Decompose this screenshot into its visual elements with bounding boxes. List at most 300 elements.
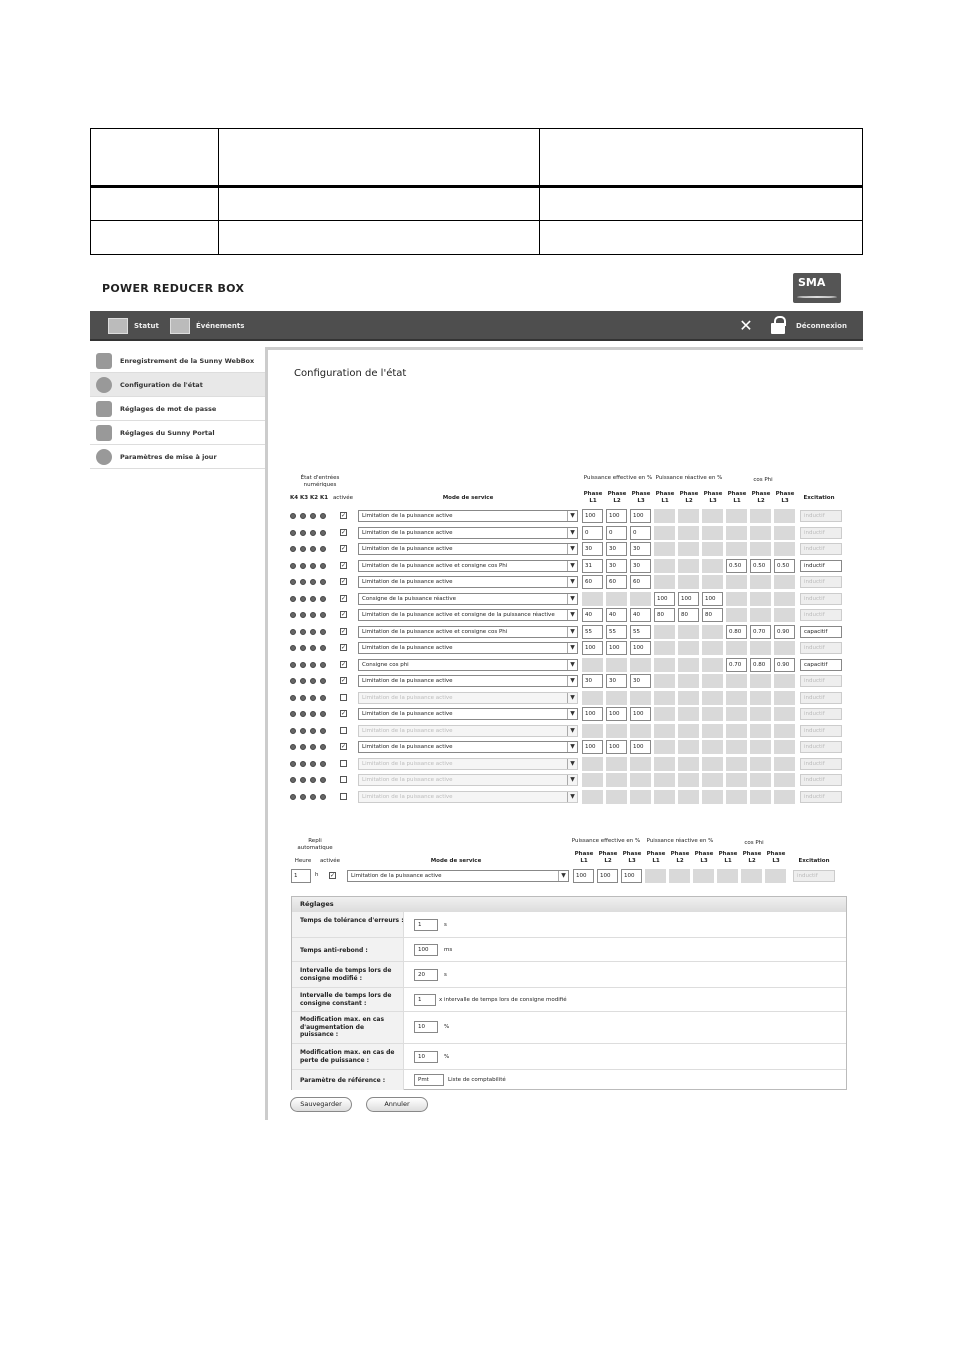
ref-unit: Liste de comptabilité [448, 1077, 506, 1083]
chevron-down-icon: ▼ [567, 577, 577, 587]
sidebar-item-update[interactable] [90, 445, 267, 469]
mode-select[interactable] [358, 609, 578, 621]
mode-select[interactable] [358, 741, 578, 753]
phase-label: Phase [646, 851, 666, 857]
cp-cell [726, 674, 747, 688]
mode-select[interactable] [358, 560, 578, 572]
table-row [288, 574, 848, 591]
phase-line-label: L3 [637, 497, 645, 504]
cp-cell[interactable]: 0.50 [774, 559, 795, 573]
mode-select[interactable] [358, 675, 578, 687]
cp-cell [750, 790, 771, 804]
cp-cell[interactable]: 0.80 [750, 658, 771, 672]
max-decrease-input[interactable]: 10 [414, 1051, 438, 1063]
ap-cell[interactable]: 100 [606, 740, 627, 754]
phase-label: Phase [703, 491, 723, 497]
rp-cell [702, 773, 723, 787]
fallback-ap-l2[interactable]: 100 [597, 869, 618, 883]
chevron-down-icon: ▼ [567, 726, 577, 736]
mode-select[interactable] [358, 527, 578, 539]
sidebar-item-password[interactable] [90, 397, 267, 421]
phase-label: Phase [622, 851, 642, 857]
mode-select[interactable] [358, 626, 578, 638]
input-led-icon [290, 662, 296, 668]
fallback-ap-l1[interactable]: 100 [573, 869, 594, 883]
rp-cell [678, 691, 699, 705]
chevron-down-icon: ▼ [567, 528, 577, 538]
excitation-select[interactable]: inductif [800, 692, 842, 704]
ap-cell [606, 724, 627, 738]
rp-cell [678, 790, 699, 804]
phase-col-header [701, 491, 725, 504]
fallback-rp-l1 [645, 869, 666, 883]
ap-cell[interactable]: 31 [582, 559, 603, 573]
interval-const-unit: x intervalle de temps lors de consigne modifié [439, 997, 567, 1003]
fallback-phase-col-header [596, 851, 620, 864]
cp-cell[interactable]: 0.90 [774, 658, 795, 672]
input-led-icon [320, 761, 326, 767]
phase-label: Phase [727, 491, 747, 497]
input-led-icon [290, 612, 296, 618]
row-active-checkbox[interactable] [340, 694, 347, 701]
phase-col-header [725, 491, 749, 504]
table-row [288, 706, 848, 723]
ap-cell[interactable]: 0 [606, 526, 627, 540]
sma-logo: SMA [793, 273, 841, 303]
rp-cell[interactable]: 80 [702, 608, 723, 622]
interval-const-select[interactable]: 1 [414, 994, 436, 1006]
input-led-icon [320, 744, 326, 750]
mode-select[interactable] [358, 692, 578, 704]
rp-cell [702, 509, 723, 523]
cp-cell [726, 509, 747, 523]
ap-cell[interactable]: 100 [606, 509, 627, 523]
cp-cell[interactable]: 0.70 [726, 658, 747, 672]
ap-cell[interactable]: 55 [582, 625, 603, 639]
row-active-checkbox[interactable] [340, 793, 347, 800]
mode-value: Consigne de la puissance réactive [362, 595, 456, 602]
excitation-select[interactable]: inductif [800, 576, 842, 588]
ap-cell [606, 592, 627, 606]
fallback-ap-l3[interactable]: 100 [621, 869, 642, 883]
lock-icon[interactable] [771, 316, 785, 334]
document-table-header [91, 129, 863, 187]
mode-value: Limitation de la puissance active [362, 579, 453, 585]
table-row [288, 673, 848, 690]
tolerance-input[interactable]: 1 [414, 919, 438, 931]
cp-cell[interactable]: 0.80 [726, 625, 747, 639]
active-power-header: Puissance effective en % [583, 475, 653, 481]
rp-cell[interactable]: 100 [678, 592, 699, 606]
input-led-icon [300, 662, 306, 668]
cp-cell [774, 509, 795, 523]
rp-cell [654, 757, 675, 771]
phase-label: Phase [655, 491, 675, 497]
cp-cell [750, 757, 771, 771]
phase-line-label: L1 [580, 857, 588, 864]
table-row [288, 591, 848, 608]
ap-cell[interactable]: 100 [582, 509, 603, 523]
fallback-rp-l3 [693, 869, 714, 883]
sidebar-item-webbox[interactable] [90, 349, 267, 373]
excitation-select[interactable]: inductif [800, 593, 842, 605]
excitation-select[interactable]: inductif [800, 725, 842, 737]
input-led-icon [290, 678, 296, 684]
input-led-icon [310, 761, 316, 767]
fallback-header: Repli automatique [297, 838, 333, 851]
rp-cell [702, 724, 723, 738]
hour-input[interactable]: 1 [291, 869, 311, 883]
excitation-select[interactable]: capacitif [800, 626, 842, 638]
interval-mod-input[interactable]: 20 [414, 969, 438, 981]
cp-cell [774, 724, 795, 738]
phase-label: Phase [583, 491, 603, 497]
cp-cell [726, 542, 747, 556]
nav-status-label: Statut [134, 322, 159, 330]
cp-cell [726, 608, 747, 622]
rp-cell[interactable]: 100 [654, 592, 675, 606]
ap-cell[interactable]: 30 [606, 674, 627, 688]
mode-select[interactable] [358, 725, 578, 737]
input-led-icon [300, 563, 306, 569]
rp-cell[interactable]: 80 [678, 608, 699, 622]
ap-cell[interactable]: 30 [582, 542, 603, 556]
chevron-down-icon: ▼ [567, 759, 577, 769]
ap-cell [606, 691, 627, 705]
phase-line-label: L3 [700, 857, 708, 864]
input-led-icon [290, 695, 296, 701]
ap-cell[interactable]: 100 [582, 740, 603, 754]
ap-cell[interactable]: 55 [606, 625, 627, 639]
mode-select[interactable] [358, 774, 578, 786]
active-header: activée [332, 495, 354, 501]
mode-value: Limitation de la puissance active [362, 513, 453, 519]
input-led-icon [300, 513, 306, 519]
phase-line-label: L2 [748, 857, 756, 864]
cp-cell [774, 691, 795, 705]
setting-interval-modified [292, 961, 846, 987]
input-led-icon [310, 513, 316, 519]
table-row [288, 789, 848, 806]
chevron-down-icon: ▼ [567, 643, 577, 653]
nav-events[interactable] [170, 317, 244, 335]
fallback-table [291, 838, 851, 888]
rp-cell [678, 526, 699, 540]
fallback-mode-select[interactable] [347, 870, 569, 882]
setting-debounce [292, 937, 846, 961]
row-active-checkbox[interactable]: ✓ [341, 710, 347, 717]
max-increase-input[interactable]: 10 [414, 1021, 438, 1033]
row-active-checkbox[interactable]: ✓ [341, 677, 347, 684]
input-led-icon [300, 728, 306, 734]
fallback-phase-col-header [572, 851, 596, 864]
excitation-select[interactable]: inductif [800, 758, 842, 770]
excitation-select[interactable]: inductif [800, 527, 842, 539]
input-led-icon [310, 678, 316, 684]
fallback-checkbox[interactable]: ✓ [330, 872, 336, 879]
sidebar-item-label: Réglages de mot de passe [120, 404, 217, 413]
input-led-icon [290, 579, 296, 585]
excitation-select[interactable]: capacitif [800, 659, 842, 671]
input-led-icon [290, 794, 296, 800]
ap-cell[interactable]: 100 [630, 740, 651, 754]
chevron-down-icon: ▼ [567, 742, 577, 752]
excitation-select[interactable]: inductif [800, 543, 842, 555]
input-led-icon [300, 695, 306, 701]
row-active-checkbox[interactable]: ✓ [341, 644, 347, 651]
tools-icon[interactable]: ✕ [739, 316, 753, 335]
logout-link[interactable]: Déconnexion [796, 322, 847, 330]
ap-cell[interactable]: 30 [606, 542, 627, 556]
ap-cell[interactable]: 100 [630, 641, 651, 655]
chevron-down-icon: ▼ [567, 544, 577, 554]
ap-cell[interactable]: 100 [606, 641, 627, 655]
fallback-phase-col-header [740, 851, 764, 864]
fallback-active-power-header: Puissance effective en % [571, 838, 641, 844]
chevron-down-icon: ▼ [567, 627, 577, 637]
excitation-select[interactable]: inductif [800, 774, 842, 786]
fallback-rp-l2 [669, 869, 690, 883]
row-active-checkbox[interactable]: ✓ [341, 561, 347, 569]
row-active-checkbox[interactable]: ✓ [341, 545, 347, 552]
cp-cell [750, 773, 771, 787]
input-led-icon [290, 761, 296, 767]
cp-cell [726, 526, 747, 540]
excitation-select[interactable]: inductif [800, 708, 842, 720]
rp-cell [702, 526, 723, 540]
sidebar-item-portal[interactable] [90, 421, 267, 445]
input-led-icon [320, 662, 326, 668]
cp-cell [750, 724, 771, 738]
excitation-select[interactable]: inductif [800, 510, 842, 522]
fallback-phase-col-header [716, 851, 740, 864]
ap-cell[interactable]: 40 [606, 608, 627, 622]
table-row [288, 607, 848, 624]
debounce-label: Temps anti-rebond : [300, 947, 368, 954]
rp-cell [702, 658, 723, 672]
row-active-checkbox[interactable]: ✓ [341, 594, 347, 602]
mode-select[interactable] [358, 708, 578, 720]
cp-cell[interactable]: 0.50 [750, 559, 771, 573]
mode-value: Limitation de la puissance active et consigne cos Phi [362, 628, 508, 635]
phase-label: Phase [598, 851, 618, 857]
fallback-cp-l3 [765, 869, 786, 883]
fallback-mode-value: Limitation de la puissance active [351, 873, 442, 879]
excitation-select[interactable]: inductif [800, 791, 842, 803]
row-active-checkbox[interactable] [340, 760, 347, 767]
row-active-checkbox[interactable]: ✓ [341, 627, 347, 635]
max-decrease-label: Modification max. en cas de perte de puissance : [300, 1049, 395, 1064]
input-led-icon [320, 645, 326, 651]
settings-title: Réglages [292, 897, 846, 911]
input-led-icon [290, 777, 296, 783]
gear-icon [96, 377, 112, 393]
table-row [288, 640, 848, 657]
interval-mod-label: Intervalle de temps lors de consigne modifié : [300, 967, 392, 982]
cosphi-header: cos Phi [753, 477, 773, 483]
ap-cell[interactable]: 30 [606, 559, 627, 573]
cp-cell [774, 790, 795, 804]
input-led-icon [310, 596, 316, 602]
rp-cell [678, 559, 699, 573]
document-table-row [91, 221, 863, 255]
fallback-excitation-select[interactable]: inductif [793, 870, 835, 882]
mode-value: Limitation de la puissance active [362, 694, 453, 701]
ap-cell[interactable]: 60 [630, 575, 651, 589]
phase-label: Phase [679, 491, 699, 497]
sidebar-item-state-config[interactable] [90, 373, 267, 397]
input-led-icon [300, 794, 306, 800]
mode-select[interactable] [358, 758, 578, 770]
ap-cell[interactable]: 30 [630, 559, 651, 573]
rp-cell [654, 790, 675, 804]
tolerance-label: Temps de tolérance d'erreurs : [300, 917, 404, 924]
rp-cell [702, 674, 723, 688]
mode-select[interactable] [358, 576, 578, 588]
input-led-icon [320, 777, 326, 783]
input-led-icon [300, 678, 306, 684]
cp-cell [774, 674, 795, 688]
mode-select[interactable] [358, 642, 578, 654]
cp-cell [726, 790, 747, 804]
row-active-checkbox[interactable]: ✓ [341, 578, 347, 585]
nav-status[interactable] [108, 317, 159, 335]
row-active-checkbox[interactable] [340, 776, 347, 783]
row-active-checkbox[interactable]: ✓ [341, 743, 347, 750]
cp-cell [774, 740, 795, 754]
mode-select[interactable] [358, 593, 578, 605]
rp-cell[interactable]: 100 [702, 592, 723, 606]
fallback-cosphi-header: cos Phi [744, 840, 764, 846]
excitation-select[interactable]: inductif [800, 675, 842, 687]
row-active-checkbox[interactable]: ✓ [341, 660, 347, 668]
mode-select[interactable] [358, 543, 578, 555]
fallback-cp-l2 [741, 869, 762, 883]
ap-cell[interactable]: 40 [582, 608, 603, 622]
ap-cell [606, 658, 627, 672]
ap-cell[interactable]: 60 [606, 575, 627, 589]
cp-cell [726, 757, 747, 771]
save-button[interactable]: Sauvegarder [290, 1097, 352, 1112]
chevron-down-icon: ▼ [567, 709, 577, 719]
rp-cell [654, 707, 675, 721]
phase-line-label: L1 [589, 497, 597, 504]
cp-cell [774, 608, 795, 622]
fallback-cp-l1 [717, 869, 738, 883]
ap-cell[interactable]: 0 [630, 526, 651, 540]
mode-select[interactable] [358, 510, 578, 522]
input-led-icon [290, 728, 296, 734]
ap-cell[interactable]: 30 [582, 674, 603, 688]
input-led-icon [310, 711, 316, 717]
input-led-icon [320, 563, 326, 569]
cp-cell [774, 575, 795, 589]
ap-cell [582, 757, 603, 771]
mode-value: Limitation de la puissance active [362, 777, 453, 783]
chevron-down-icon: ▼ [567, 610, 577, 620]
excitation-header: Excitation [803, 495, 835, 501]
cp-cell[interactable]: 0.90 [774, 625, 795, 639]
navbar [90, 311, 863, 341]
ap-cell [582, 691, 603, 705]
ref-select[interactable]: Pmt [414, 1074, 444, 1086]
ap-cell [582, 724, 603, 738]
ap-cell[interactable]: 60 [582, 575, 603, 589]
table-row [288, 756, 848, 773]
rp-cell [678, 641, 699, 655]
input-led-icon [290, 513, 296, 519]
ap-cell[interactable]: 0 [582, 526, 603, 540]
phase-line-label: L3 [781, 497, 789, 504]
ap-cell[interactable]: 55 [630, 625, 651, 639]
ap-cell[interactable]: 100 [582, 641, 603, 655]
rp-cell [654, 740, 675, 754]
rp-cell [702, 740, 723, 754]
rp-cell [654, 691, 675, 705]
sidebar-item-label: Paramètres de mise à jour [120, 452, 217, 461]
cp-cell [750, 592, 771, 606]
input-led-icon [310, 662, 316, 668]
phase-col-header [653, 491, 677, 504]
phase-label: Phase [574, 851, 594, 857]
fallback-phase-col-header [644, 851, 668, 864]
cancel-button[interactable]: Annuler [366, 1097, 428, 1112]
ap-cell [582, 592, 603, 606]
mode-select[interactable] [358, 791, 578, 803]
ap-cell[interactable]: 100 [630, 707, 651, 721]
cp-cell[interactable]: 0.50 [726, 559, 747, 573]
cp-cell [774, 641, 795, 655]
ap-cell[interactable]: 100 [582, 707, 603, 721]
table-row [288, 558, 848, 575]
state-config-table [288, 475, 848, 815]
table-row [288, 657, 848, 674]
input-led-icon [290, 645, 296, 651]
ap-cell[interactable]: 100 [606, 707, 627, 721]
excitation-select[interactable]: inductif [800, 609, 842, 621]
input-led-icon [300, 530, 306, 536]
rp-cell [702, 542, 723, 556]
rp-cell [654, 674, 675, 688]
input-led-icon [310, 530, 316, 536]
rp-cell [702, 790, 723, 804]
ap-cell[interactable]: 30 [630, 674, 651, 688]
max-increase-unit: % [444, 1024, 450, 1030]
mode-select[interactable] [358, 659, 578, 671]
phase-label: Phase [751, 491, 771, 497]
cp-cell [726, 724, 747, 738]
ap-cell [606, 757, 627, 771]
ap-cell[interactable]: 100 [630, 509, 651, 523]
phase-line-label: L1 [661, 497, 669, 504]
row-active-checkbox[interactable]: ✓ [341, 528, 347, 536]
excitation-select[interactable]: inductif [800, 560, 842, 572]
debounce-input[interactable]: 100 [414, 944, 438, 956]
cp-cell[interactable]: 0.70 [750, 625, 771, 639]
row-active-checkbox[interactable] [340, 727, 347, 734]
rp-cell [678, 542, 699, 556]
fallback-phase-col-header [764, 851, 788, 864]
excitation-select[interactable]: inductif [800, 741, 842, 753]
rp-cell[interactable]: 80 [654, 608, 675, 622]
row-active-checkbox[interactable]: ✓ [341, 611, 347, 618]
ap-cell[interactable]: 30 [630, 542, 651, 556]
ap-cell[interactable]: 40 [630, 608, 651, 622]
rp-cell [678, 509, 699, 523]
webbox-icon [96, 353, 112, 369]
excitation-select[interactable]: inductif [800, 642, 842, 654]
row-active-checkbox[interactable]: ✓ [341, 512, 347, 519]
